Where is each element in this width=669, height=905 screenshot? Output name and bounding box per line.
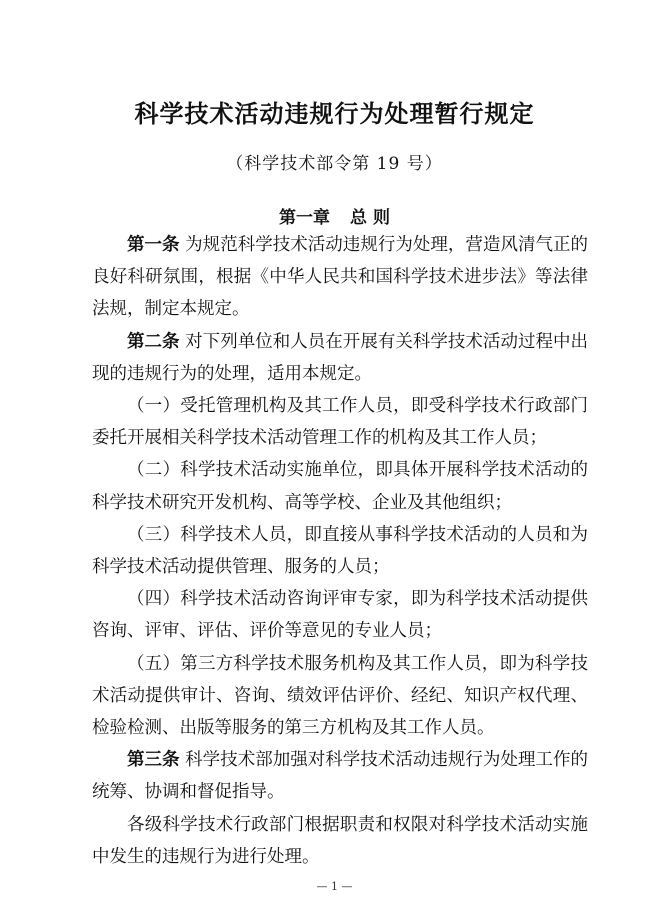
document-title: 科学技术活动违规行为处理暂行规定 (134, 100, 535, 128)
document-body (92, 229, 588, 873)
paragraph (92, 326, 588, 390)
paragraph (92, 519, 588, 583)
article-label: 第二条 (127, 331, 180, 352)
article-label: 第一条 (127, 235, 180, 255)
paragraph-text: 各级科学技术行政部门根据职责和权限对科学技术活动实施中发生的违规行为进行处理。 (92, 814, 588, 867)
paragraph (92, 648, 588, 745)
chapter-heading (0, 203, 669, 228)
paragraph (92, 390, 588, 454)
paragraph-text: 为规范科学技术活动违规行为处理，营造风清气正的良好科研氛围，根据《中华人民共和国科学技术进步法》等法律法规，制定本规定。 (92, 235, 589, 320)
article-label: 第三条 (127, 750, 180, 771)
paragraph-text: 对下列单位和人员在开展有关科学技术活动过程中出现的违规行为的处理，适用本规定。 (92, 331, 589, 384)
paragraph (92, 744, 588, 808)
chapter-number: 第一章 (279, 208, 331, 228)
paragraph-text: （一）受托管理机构及其工作人员，即受科学技术行政部门委托开展相关科学技术活动管理工作的机构及其工作人员； (92, 396, 588, 449)
paragraph-text: （二）科学技术活动实施单位，即具体开展科学技术活动的科学技术研究开发机构、高等学校、企业及其他组织； (92, 460, 588, 513)
paragraph (92, 583, 588, 647)
paragraph-text: 科学技术部加强对科学技术活动违规行为处理工作的统筹、协调和督促指导。 (92, 750, 589, 803)
paragraph (92, 229, 588, 326)
decree-number: （科学技术部令第 19 号） (226, 154, 443, 174)
paragraph-text: （五）第三方科学技术服务机构及其工作人员，即为科学技术活动提供审计、咨询、绩效评估评价、经纪、知识产权代理、检验检测、出版等服务的第三方机构及其工作人员。 (92, 653, 588, 739)
paragraph (92, 809, 588, 873)
paragraph (92, 454, 588, 518)
paragraph-text: （四）科学技术活动咨询评审专家，即为科学技术活动提供咨询、评审、评估、评价等意见的专业人员； (92, 589, 588, 642)
paragraph-text: （三）科学技术人员，即直接从事科学技术活动的人员和为科学技术活动提供管理、服务的人员； (92, 524, 588, 578)
page-number: — 1 — (316, 880, 353, 893)
chapter-name: 总 则 (350, 208, 390, 228)
